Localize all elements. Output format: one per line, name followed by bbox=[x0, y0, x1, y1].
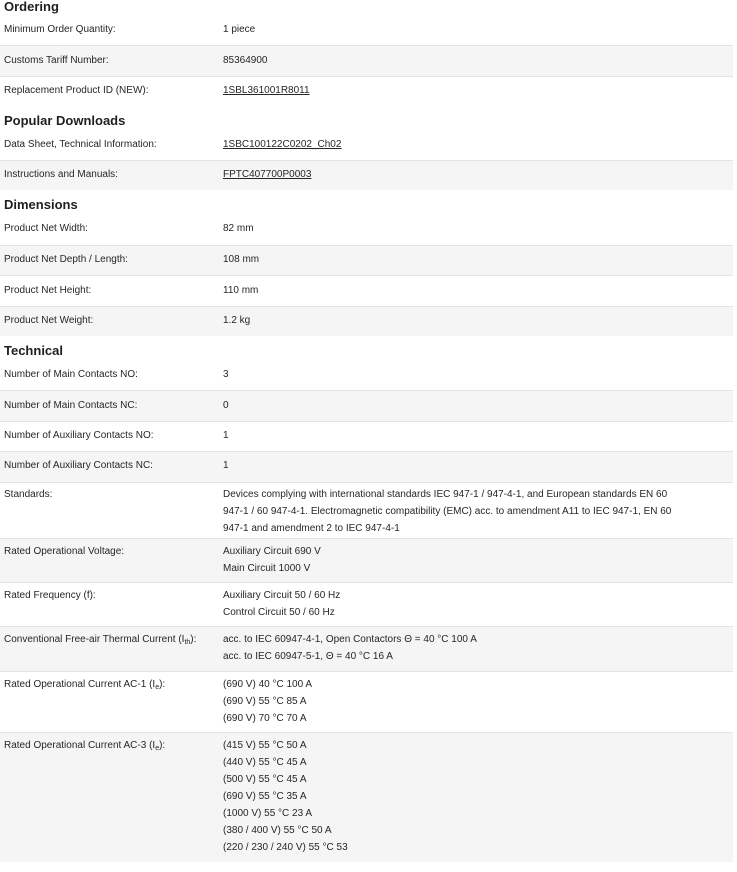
spec-row-net-weight bbox=[0, 306, 733, 336]
dimensions-table bbox=[0, 214, 733, 336]
spec-value-line: Main Circuit 1000 V bbox=[223, 562, 311, 574]
section-title-technical: Technical bbox=[4, 343, 64, 358]
spec-label: Number of Auxiliary Contacts NO: bbox=[4, 429, 154, 441]
spec-label: Rated Frequency (f): bbox=[4, 589, 96, 601]
spec-value: 110 mm bbox=[223, 284, 259, 296]
spec-value: 1 bbox=[223, 459, 229, 471]
spec-value-line: Auxiliary Circuit 50 / 60 Hz bbox=[223, 589, 341, 601]
spec-value: 1 piece bbox=[223, 24, 256, 35]
spec-value-line: Control Circuit 50 / 60 Hz bbox=[223, 606, 335, 618]
downloads-table bbox=[0, 130, 733, 190]
section-title-dimensions: Dimensions bbox=[4, 197, 78, 212]
data-sheet-link[interactable]: 1SBC100122C0202_Ch02 bbox=[223, 139, 342, 150]
spec-row-thermal-current bbox=[0, 626, 733, 671]
spec-value: 82 mm bbox=[223, 223, 254, 234]
spec-value-line: 947-1 and amendment 2 to IEC 947-4-1 bbox=[223, 522, 400, 534]
spec-row-standards bbox=[0, 482, 733, 538]
spec-label: Minimum Order Quantity: bbox=[4, 24, 116, 35]
spec-value: 3 bbox=[223, 369, 229, 380]
spec-value-line: acc. to IEC 60947-4-1, Open Contactors Θ = 40 °C 100 A bbox=[223, 633, 477, 645]
spec-value-line: Devices complying with international standards IEC 947-1 / 947-4-1, and European standards EN 60 bbox=[223, 488, 668, 500]
section-title-ordering: Ordering bbox=[4, 0, 59, 14]
spec-value-line: Auxiliary Circuit 690 V bbox=[223, 545, 321, 557]
spec-value-line: 947-1 / 60 947-4-1. Electromagnetic compatibility (EMC) acc. to amendment A11 to IEC 947-1, EN 60 bbox=[223, 505, 672, 517]
spec-row-instructions bbox=[0, 160, 733, 190]
spec-row-rated-frequency bbox=[0, 582, 733, 626]
spec-row-current-ac3 bbox=[0, 732, 733, 862]
spec-row-net-height bbox=[0, 275, 733, 306]
spec-label: Product Net Width: bbox=[4, 223, 88, 234]
spec-row-current-ac1 bbox=[0, 671, 733, 732]
spec-label: Product Net Depth / Length: bbox=[4, 253, 128, 265]
spec-row-data-sheet bbox=[0, 130, 733, 160]
section-title-downloads: Popular Downloads bbox=[4, 113, 126, 128]
spec-label: Conventional Free-air Thermal Current $(I_{th})$: bbox=[4, 633, 197, 646]
spec-value: 85364900 bbox=[223, 54, 268, 66]
spec-label: Replacement Product ID (NEW): bbox=[4, 84, 149, 96]
technical-table bbox=[0, 360, 733, 862]
spec-row-aux-contacts-nc bbox=[0, 451, 733, 482]
spec-row-customs-tariff bbox=[0, 45, 733, 76]
spec-label: Standards: bbox=[4, 488, 53, 500]
spec-label: Product Net Weight: bbox=[4, 314, 94, 326]
spec-label: Customs Tariff Number: bbox=[4, 54, 109, 66]
spec-label: Product Net Height: bbox=[4, 284, 92, 296]
spec-row-main-contacts-nc bbox=[0, 390, 733, 421]
spec-label: Rated Operational Current AC-3 $(I_e)$: bbox=[4, 739, 166, 752]
spec-label: Number of Main Contacts NO: bbox=[4, 369, 138, 380]
spec-label: Number of Main Contacts NC: bbox=[4, 399, 138, 411]
spec-value-line: (1000 V) 55 °C 23 A bbox=[223, 807, 313, 819]
spec-label: Rated Operational Voltage: bbox=[4, 545, 125, 557]
spec-value-line: (500 V) 55 °C 45 A bbox=[223, 773, 307, 785]
spec-value-line: (440 V) 55 °C 45 A bbox=[223, 756, 307, 768]
spec-value: 1 bbox=[223, 429, 229, 441]
spec-label: Rated Operational Current AC-1 $(I_e)$: bbox=[4, 678, 166, 691]
spec-value: 0 bbox=[223, 399, 229, 411]
spec-value-line: (690 V) 55 °C 85 A bbox=[223, 695, 307, 707]
ordering-table bbox=[0, 16, 733, 106]
spec-value: 1.2 kg bbox=[223, 314, 251, 326]
spec-row-aux-contacts-no bbox=[0, 421, 733, 451]
spec-label: Data Sheet, Technical Information: bbox=[4, 139, 157, 150]
spec-value-line: acc. to IEC 60947-5-1, Θ = 40 °C 16 A bbox=[223, 650, 393, 662]
spec-row-main-contacts-no bbox=[0, 360, 733, 390]
spec-row-replacement-id bbox=[0, 76, 733, 106]
spec-value: 108 mm bbox=[223, 253, 260, 265]
instructions-manual-link[interactable]: FPTC407700P0003 bbox=[223, 168, 312, 180]
spec-row-operational-voltage bbox=[0, 538, 733, 582]
spec-value-line: (690 V) 70 °C 70 A bbox=[223, 712, 307, 724]
spec-label: Instructions and Manuals: bbox=[4, 168, 118, 180]
spec-value-line: (690 V) 55 °C 35 A bbox=[223, 790, 307, 802]
spec-label: Number of Auxiliary Contacts NC: bbox=[4, 459, 153, 471]
spec-value-line: (415 V) 55 °C 50 A bbox=[223, 739, 307, 751]
spec-row-net-width bbox=[0, 214, 733, 245]
spec-value-line: (380 / 400 V) 55 °C 50 A bbox=[223, 824, 332, 836]
spec-value-line: (690 V) 40 °C 100 A bbox=[223, 678, 313, 690]
spec-row-net-depth bbox=[0, 245, 733, 275]
replacement-product-link[interactable]: 1SBL361001R8011 bbox=[223, 84, 310, 96]
spec-row-min-order-qty bbox=[0, 16, 733, 45]
spec-value-line: (220 / 230 / 240 V) 55 °C 53 bbox=[223, 841, 348, 853]
